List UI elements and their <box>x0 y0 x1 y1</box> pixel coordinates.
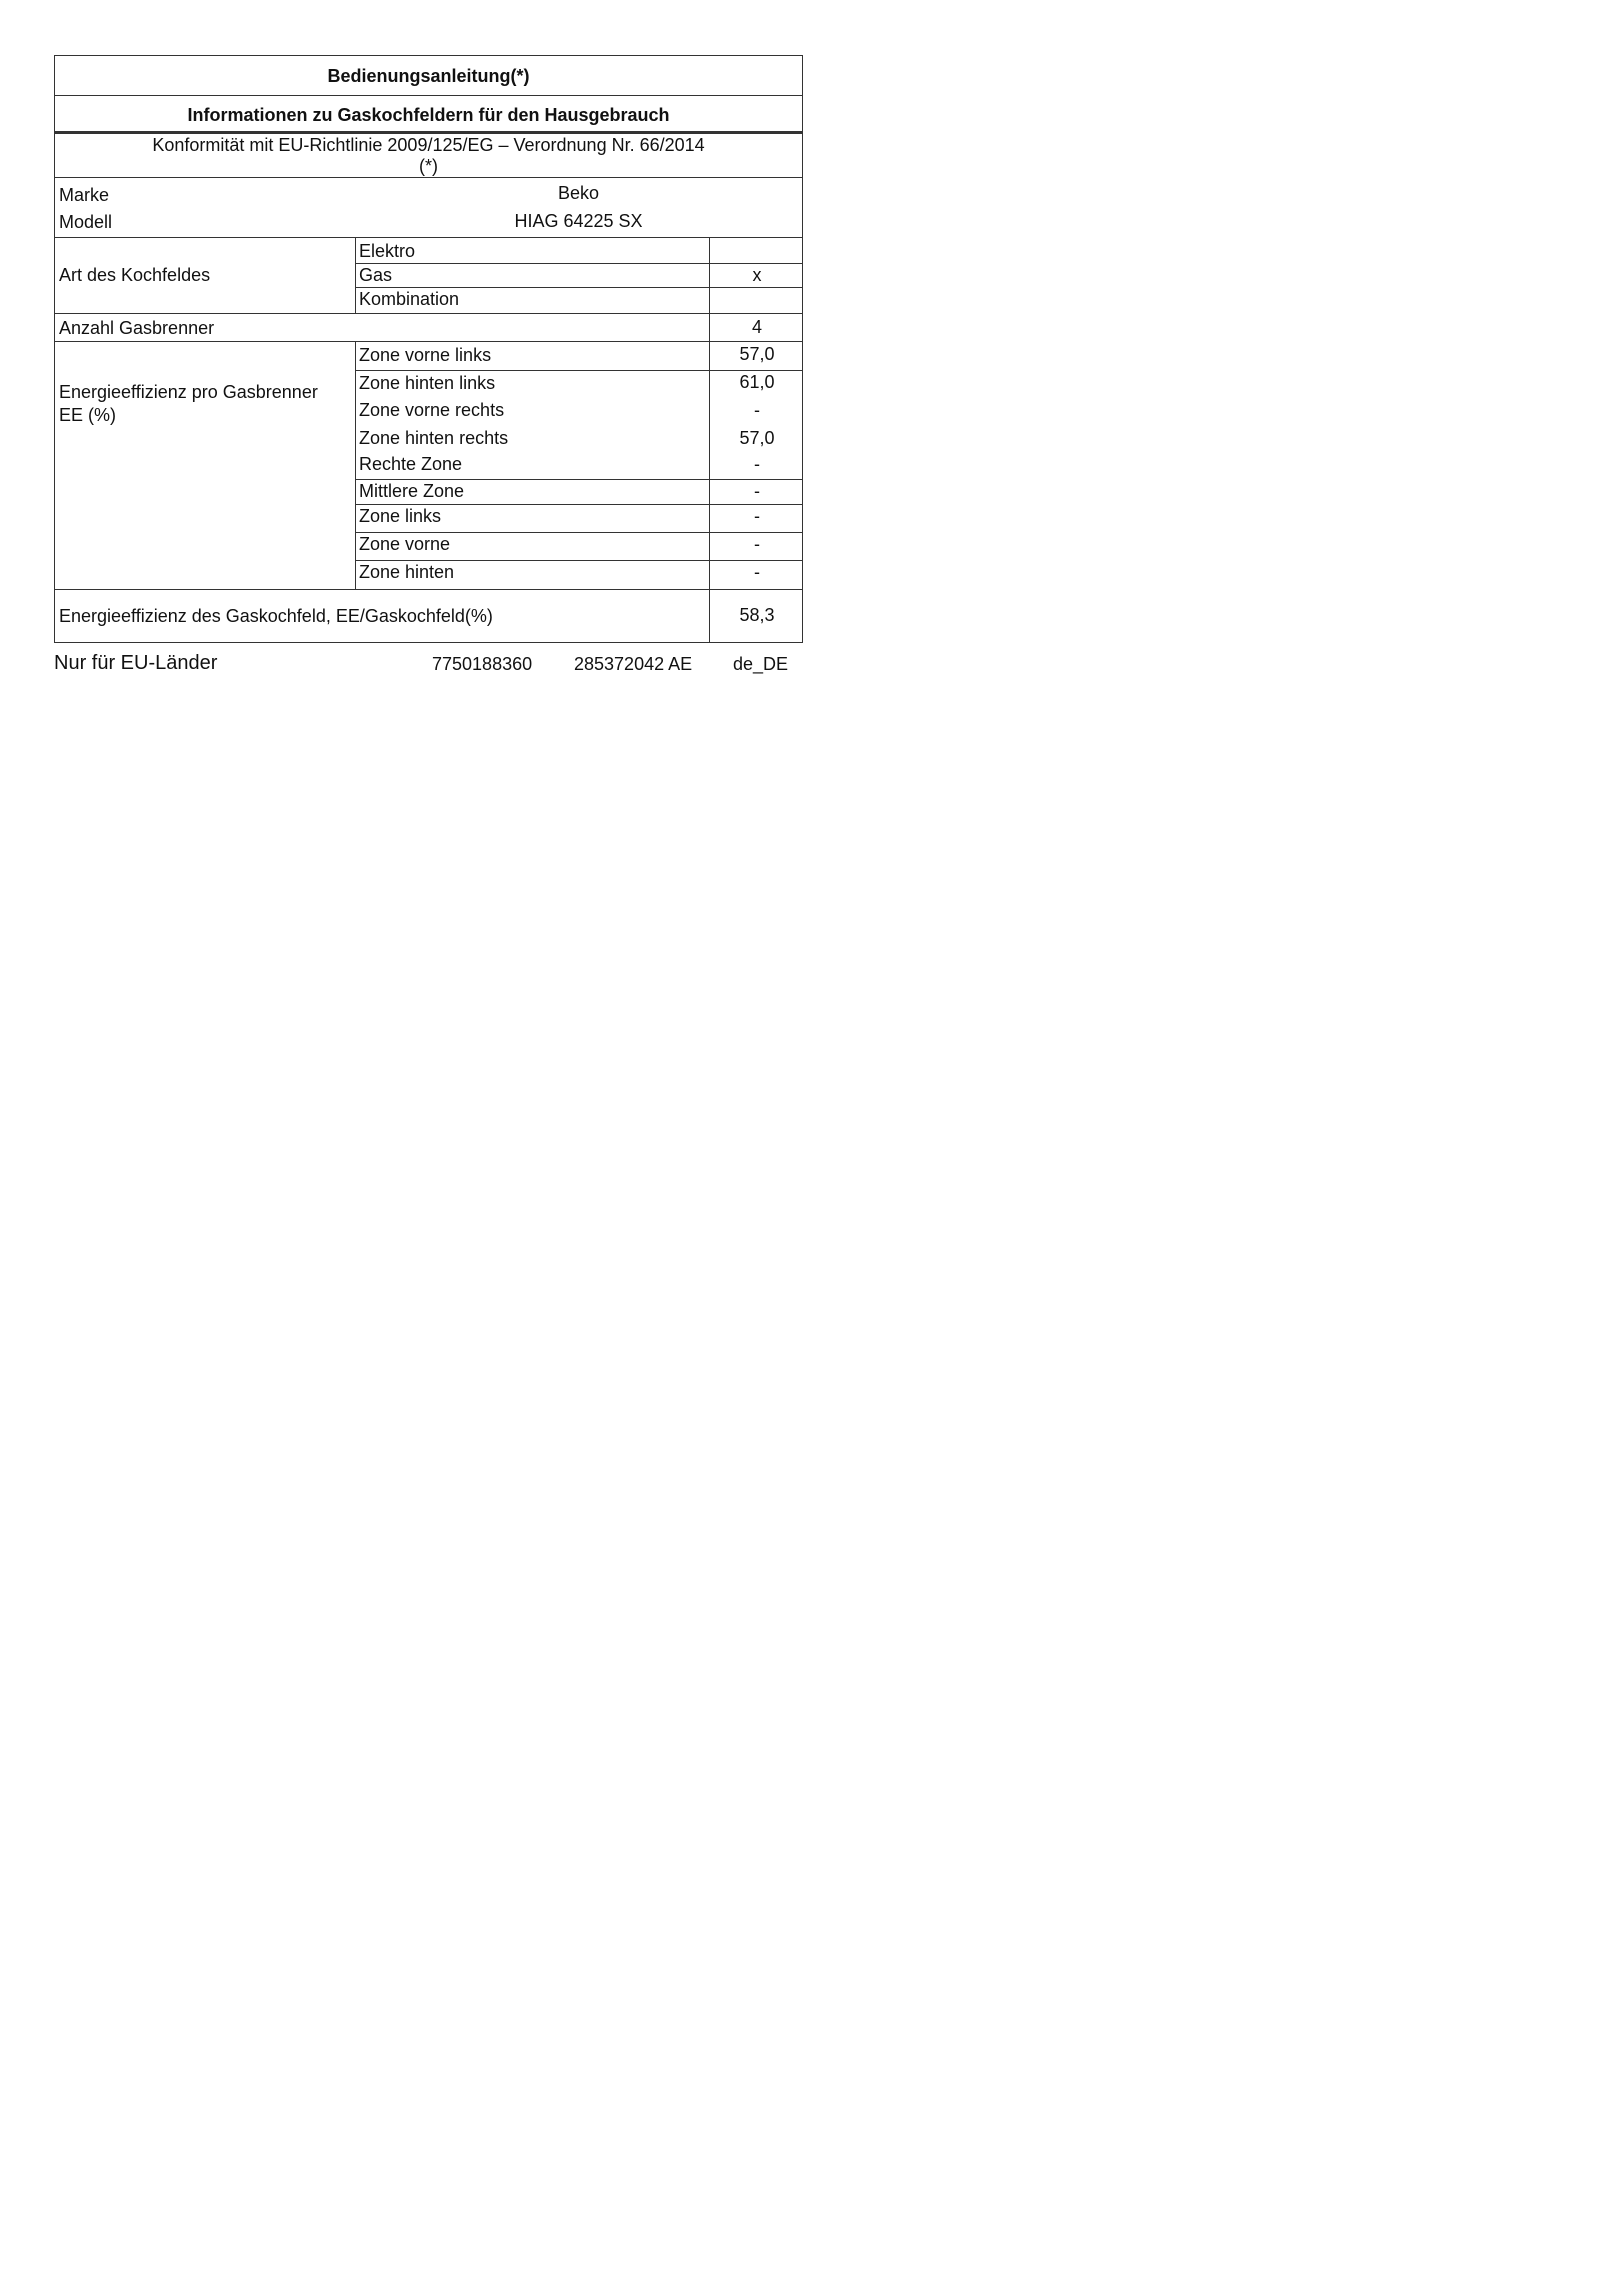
sheet-title <box>55 56 802 96</box>
zone-label: Zone vorne <box>359 534 451 554</box>
divider <box>355 504 802 505</box>
zone-label: Zone vorne links <box>359 345 492 365</box>
conformity-statement <box>55 134 802 178</box>
burner-count-row <box>55 314 802 342</box>
zone-value: 57,0 <box>739 428 775 448</box>
divider <box>355 532 802 533</box>
brand-model-row <box>55 178 802 238</box>
divider <box>355 479 802 480</box>
energy-info-sheet <box>54 55 803 643</box>
efficiency-label-line-2: EE (%) <box>59 405 117 425</box>
document-code: 7750188360 <box>432 654 533 674</box>
divider <box>355 287 802 288</box>
conformity-line-2: (*) <box>419 156 438 176</box>
zone-value: 57,0 <box>739 344 775 364</box>
total-efficiency-row <box>55 590 802 643</box>
total-efficiency-value: 58,3 <box>739 605 775 625</box>
zone-value: - <box>754 454 760 474</box>
total-efficiency-label: Energieeffizienz des Gaskochfeld, EE/Gaskochfeld(%) <box>59 606 493 626</box>
locale-code: de_DE <box>733 654 789 674</box>
zone-label: Zone vorne rechts <box>359 400 505 420</box>
hob-type-label: Art des Kochfeldes <box>59 265 211 285</box>
efficiency-label-line-1: Energieeffizienz pro Gasbrenner <box>59 382 318 402</box>
conformity-line-1: Konformität mit EU-Richtlinie 2009/125/EG – Verordnung Nr. 66/2014 <box>152 135 705 155</box>
divider <box>355 370 802 371</box>
region-note: Nur für EU-Länder <box>54 652 218 674</box>
zone-label: Mittlere Zone <box>359 481 465 501</box>
brand-label: Marke <box>59 185 110 205</box>
burner-count-label: Anzahl Gasbrenner <box>59 318 215 338</box>
zone-value: - <box>754 534 760 554</box>
zone-label: Zone hinten rechts <box>359 428 509 448</box>
zone-label: Rechte Zone <box>359 454 463 474</box>
zone-label: Zone hinten links <box>359 373 496 393</box>
zone-value: 61,0 <box>739 372 775 392</box>
brand-value: Beko <box>557 183 600 203</box>
divider <box>355 238 356 313</box>
zone-value: - <box>754 481 760 501</box>
info-table <box>54 55 803 643</box>
sheet-subtitle <box>55 96 802 134</box>
burner-count-value: 4 <box>751 317 762 337</box>
hob-type-option: Kombination <box>359 289 460 309</box>
hob-type-option: Elektro <box>359 241 416 261</box>
model-value: HIAG 64225 SX <box>514 211 643 231</box>
sheet-title-text: Bedienungsanleitung(*) <box>327 66 530 86</box>
zone-value: - <box>754 400 760 420</box>
efficiency-block <box>55 342 802 590</box>
model-label: Modell <box>59 212 113 232</box>
zone-value: - <box>754 506 760 526</box>
divider <box>355 342 356 589</box>
sheet-subtitle-text: Informationen zu Gaskochfeldern für den Hausgebrauch <box>187 105 670 125</box>
divider <box>355 560 802 561</box>
hob-type-option: Gas <box>359 265 393 285</box>
hob-type-block <box>55 238 802 314</box>
zone-label: Zone links <box>359 506 442 526</box>
zone-label: Zone hinten <box>359 562 455 582</box>
zone-value: - <box>754 562 760 582</box>
hob-type-value: x <box>752 265 762 285</box>
document-code: 285372042 AE <box>574 654 693 674</box>
divider <box>355 263 802 264</box>
